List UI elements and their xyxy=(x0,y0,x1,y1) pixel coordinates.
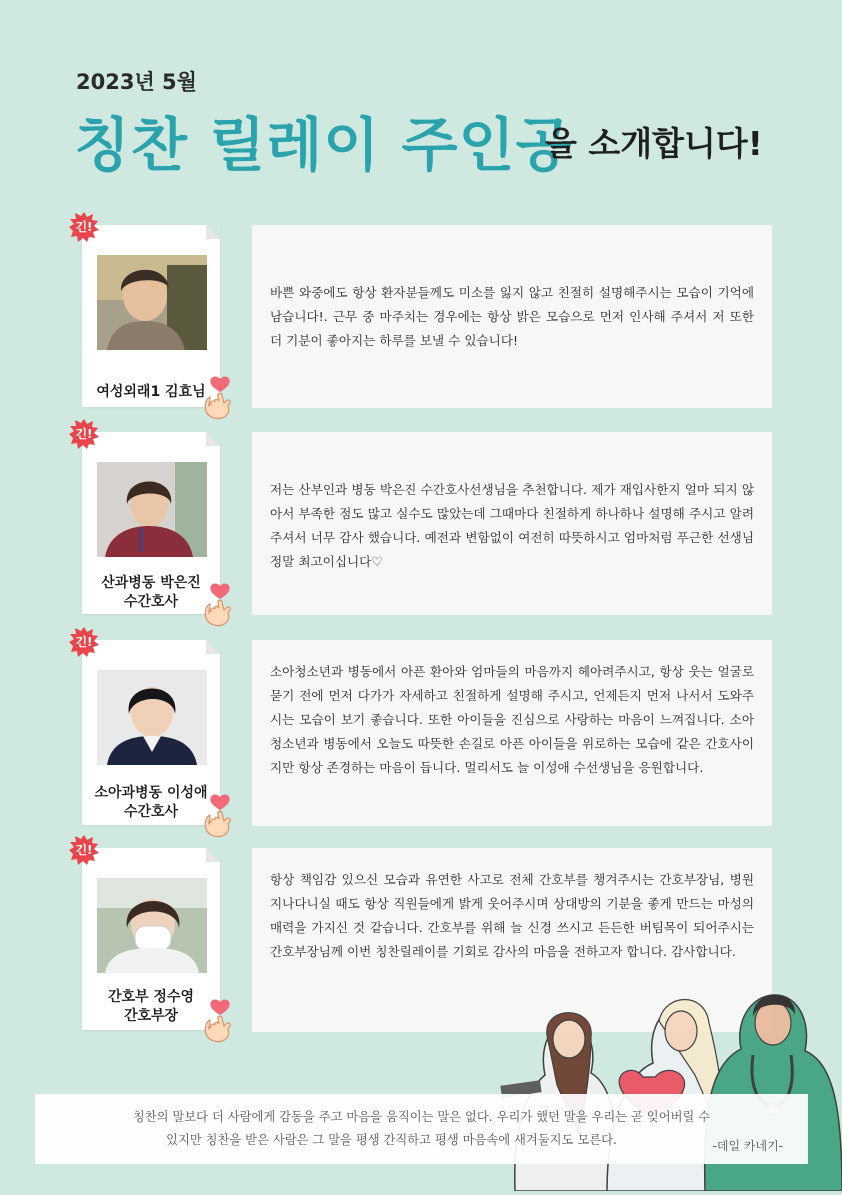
nominee-name: 여성외래1 김효님 xyxy=(96,384,206,400)
burst-badge-icon: 긴! xyxy=(69,835,99,865)
nominee-card-4 xyxy=(75,843,220,1030)
compliment-text-box-3 xyxy=(252,640,772,826)
heart-hand-icon xyxy=(200,375,240,421)
heart-hand-icon xyxy=(200,793,240,839)
nominee-name: 간호부 정수영 xyxy=(107,989,195,1005)
nominee-title: 간호부장 xyxy=(123,1008,179,1024)
compliment-text: 항상 책임감 있으신 모습과 유연한 사고로 전체 간호부를 챙겨주시는 간호부장님, 병원 지나다니실 때도 항상 직원들에게 밝게 웃어주시며 상대방의 기분을 좋게 만드는 마성의 매력을 가지신 것 같습니다. 간호부를 위해 늘 신경 쓰시고 든든한 버팀목이 되어주시는 간호부장님께 이번 칭찬릴레이를 기회로 감사의 마음을 전하고자 합니다. 감사합니다. xyxy=(270,872,754,959)
compliment-text: 저는 산부인과 병동 박은진 수간호사선생님을 추천합니다. 제가 재입사한지 얼마 되지 않아서 부족한 점도 많고 실수도 많았는데 그때마다 친절하게 하나하나 설명해 주시고 알려주셔서 너무 감사 했습니다. 예전과 변함없이 여전히 따뜻하시고 엄마처럼 푸근한 선생님 정말 최고이십니다♡ xyxy=(270,482,754,569)
page-title-suffix: 을 소개합니다! xyxy=(545,124,763,163)
nominee-card-3 xyxy=(75,635,220,825)
nominee-photo xyxy=(97,255,207,350)
nominee-photo xyxy=(97,462,207,557)
nominee-card-2 xyxy=(75,427,220,614)
compliment-text-box-1 xyxy=(252,225,772,408)
quote-box xyxy=(35,1094,808,1164)
nominee-card-1 xyxy=(75,220,220,407)
compliment-text: 바쁜 와중에도 항상 환자분들께도 미소를 잃지 않고 친절히 설명해주시는 모습이 기억에 남습니다!. 근무 중 마주치는 경우에는 항상 밝은 모습으로 먼저 인사해 주셔서 저 또한 더 기분이 좋아지는 하루를 보낼 수 있습니다! xyxy=(270,285,754,348)
burst-badge-icon: 긴! xyxy=(69,212,99,242)
nominee-photo xyxy=(97,670,207,765)
page-title: 칭찬 릴레이 주인공 xyxy=(74,111,573,179)
compliment-text: 소아청소년과 병동에서 아픈 환아와 엄마들의 마음까지 헤아려주시고, 항상 웃는 얼굴로 묻기 전에 먼저 다가가 자세하고 친절하게 설명해 주시고, 언제든지 먼저 나서서 도와주시는 모습이 보기 좋습니다. 또한 아이들을 진심으로 사랑하는 마음이 느껴집니다. 소아청소년과 병동에서 오늘도 따뜻한 손길로 아픈 아이들을 위로하는 모습에 같은 간호사이지만 항상 존경하는 마음이 듭니다. 멀리서도 늘 이성애 수선생님을 응원합니다. xyxy=(270,664,754,775)
nominee-name: 산과병동 박은진 xyxy=(101,575,201,591)
page-fold xyxy=(206,640,220,654)
quote-line-2: 있지만 칭찬을 받은 사람은 그 말을 평생 간직하고 평생 마음속에 새겨둘지도 모른다. xyxy=(166,1133,617,1147)
nominee-name: 소아과병동 이성애 xyxy=(94,785,208,801)
page-fold xyxy=(206,225,220,239)
nominee-photo xyxy=(97,878,207,973)
quote-line-1: 칭찬의 말보다 더 사람에게 감동을 주고 마음을 움직이는 말은 없다. 우리가 했던 말을 우리는 곧 잊어버릴 수 xyxy=(132,1110,711,1124)
page-fold xyxy=(206,848,220,862)
nominee-title: 수간호사 xyxy=(123,594,179,610)
heart-hand-icon xyxy=(200,998,240,1044)
issue-date: 2023년 5월 xyxy=(76,70,197,94)
quote-author: -데일 카네기- xyxy=(712,1139,783,1153)
nominee-title: 수간호사 xyxy=(123,804,179,820)
heart-hand-icon xyxy=(200,582,240,628)
burst-badge-icon: 긴! xyxy=(69,419,99,449)
burst-badge-icon: 긴! xyxy=(69,627,99,657)
compliment-text-box-2 xyxy=(252,432,772,615)
page-fold xyxy=(206,432,220,446)
